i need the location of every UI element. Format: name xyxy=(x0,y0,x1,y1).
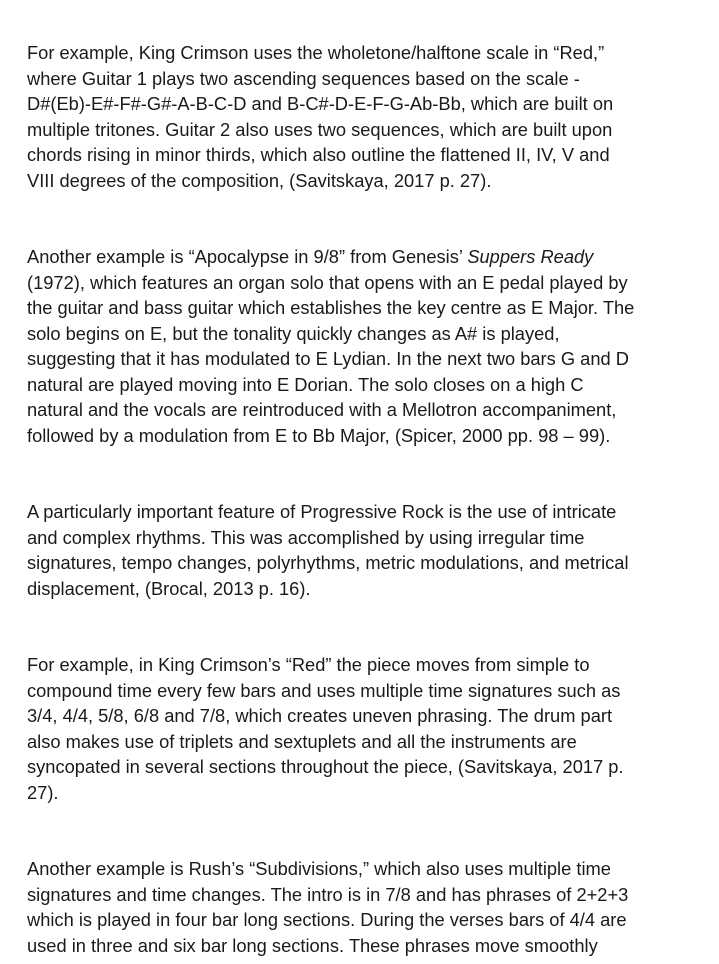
text-line: chords rising in minor thirds, which also outline the flattened II, IV, V and xyxy=(27,144,610,165)
text-line: signatures, tempo changes, polyrhythms, metric modulations, and metrical xyxy=(27,552,629,573)
document-page xyxy=(27,40,713,958)
text-line: signatures and time changes. The intro is in 7/8 and has phrases of 2+2+3 xyxy=(27,883,629,905)
text-line: and complex rhythms. This was accomplished by using irregular time xyxy=(27,526,585,548)
text-line: compound time every few bars and uses multiple time signatures such as xyxy=(27,679,621,701)
paragraph-subdivisions xyxy=(27,856,713,958)
text-line: solo begins on E, but the tonality quickly changes as A# is played, xyxy=(27,322,560,344)
paragraph-red-scale xyxy=(27,40,713,193)
text-line: 27). xyxy=(27,781,59,803)
text-line: multiple tritones. Guitar 2 also uses two sequences, which are built upon xyxy=(27,118,613,140)
text-line: For example, King Crimson uses the wholetone/halftone scale in “Red,” xyxy=(27,42,605,63)
text-line: VIII degrees of the composition, (Savitskaya, 2017 p. 27). xyxy=(27,169,492,191)
album-title-italic: Suppers Ready xyxy=(467,246,594,267)
text-line: D#(Eb)-E#-F#-G#-A-B-C-D and B-C#-D-E-F-G-Ab-Bb, which are built on xyxy=(27,93,614,114)
text-line: For example, in King Crimson’s “Red” the piece moves from simple to xyxy=(27,654,590,675)
text-line: suggesting that it has modulated to E Lydian. In the next two bars G and D xyxy=(27,348,629,369)
text-line: (1972), which features an organ solo that opens with an E pedal played by xyxy=(27,271,628,293)
paragraph-rhythms xyxy=(27,499,713,601)
text-line: followed by a modulation from E to Bb Major, (Spicer, 2000 pp. 98 – 99). xyxy=(27,424,611,446)
text-line: which is played in four bar long sections. During the verses bars of 4/4 are xyxy=(27,909,627,930)
text-line: displacement, (Brocal, 2013 p. 16). xyxy=(27,577,311,599)
text-line: natural are played moving into E Dorian. The solo closes on a high C xyxy=(27,373,584,395)
text-line: 3/4, 4/4, 5/8, 6/8 and 7/8, which creates uneven phrasing. The drum part xyxy=(27,705,613,726)
paragraph-apocalypse xyxy=(27,244,713,448)
text-line: also makes use of triplets and sextuplets and all the instruments are xyxy=(27,730,577,752)
text-line: where Guitar 1 plays two ascending sequences based on the scale - xyxy=(27,67,580,89)
text-line: natural and the vocals are reintroduced with a Mellotron accompaniment, xyxy=(27,399,617,420)
paragraph-red-time xyxy=(27,652,713,805)
text-line: the guitar and bass guitar which establishes the key centre as E Major. The xyxy=(27,297,635,318)
text-line: A particularly important feature of Progressive Rock is the use of intricate xyxy=(27,501,617,522)
text-line: Another example is Rush’s “Subdivisions,” which also uses multiple time xyxy=(27,858,611,879)
text-line: used in three and six bar long sections. These phrases move smoothly xyxy=(27,934,598,956)
text-run: Another example is “Apocalypse in 9/8” from Genesis’ xyxy=(27,246,468,267)
text-line: syncopated in several sections throughout the piece, (Savitskaya, 2017 p. xyxy=(27,756,624,777)
text-line xyxy=(27,244,713,270)
